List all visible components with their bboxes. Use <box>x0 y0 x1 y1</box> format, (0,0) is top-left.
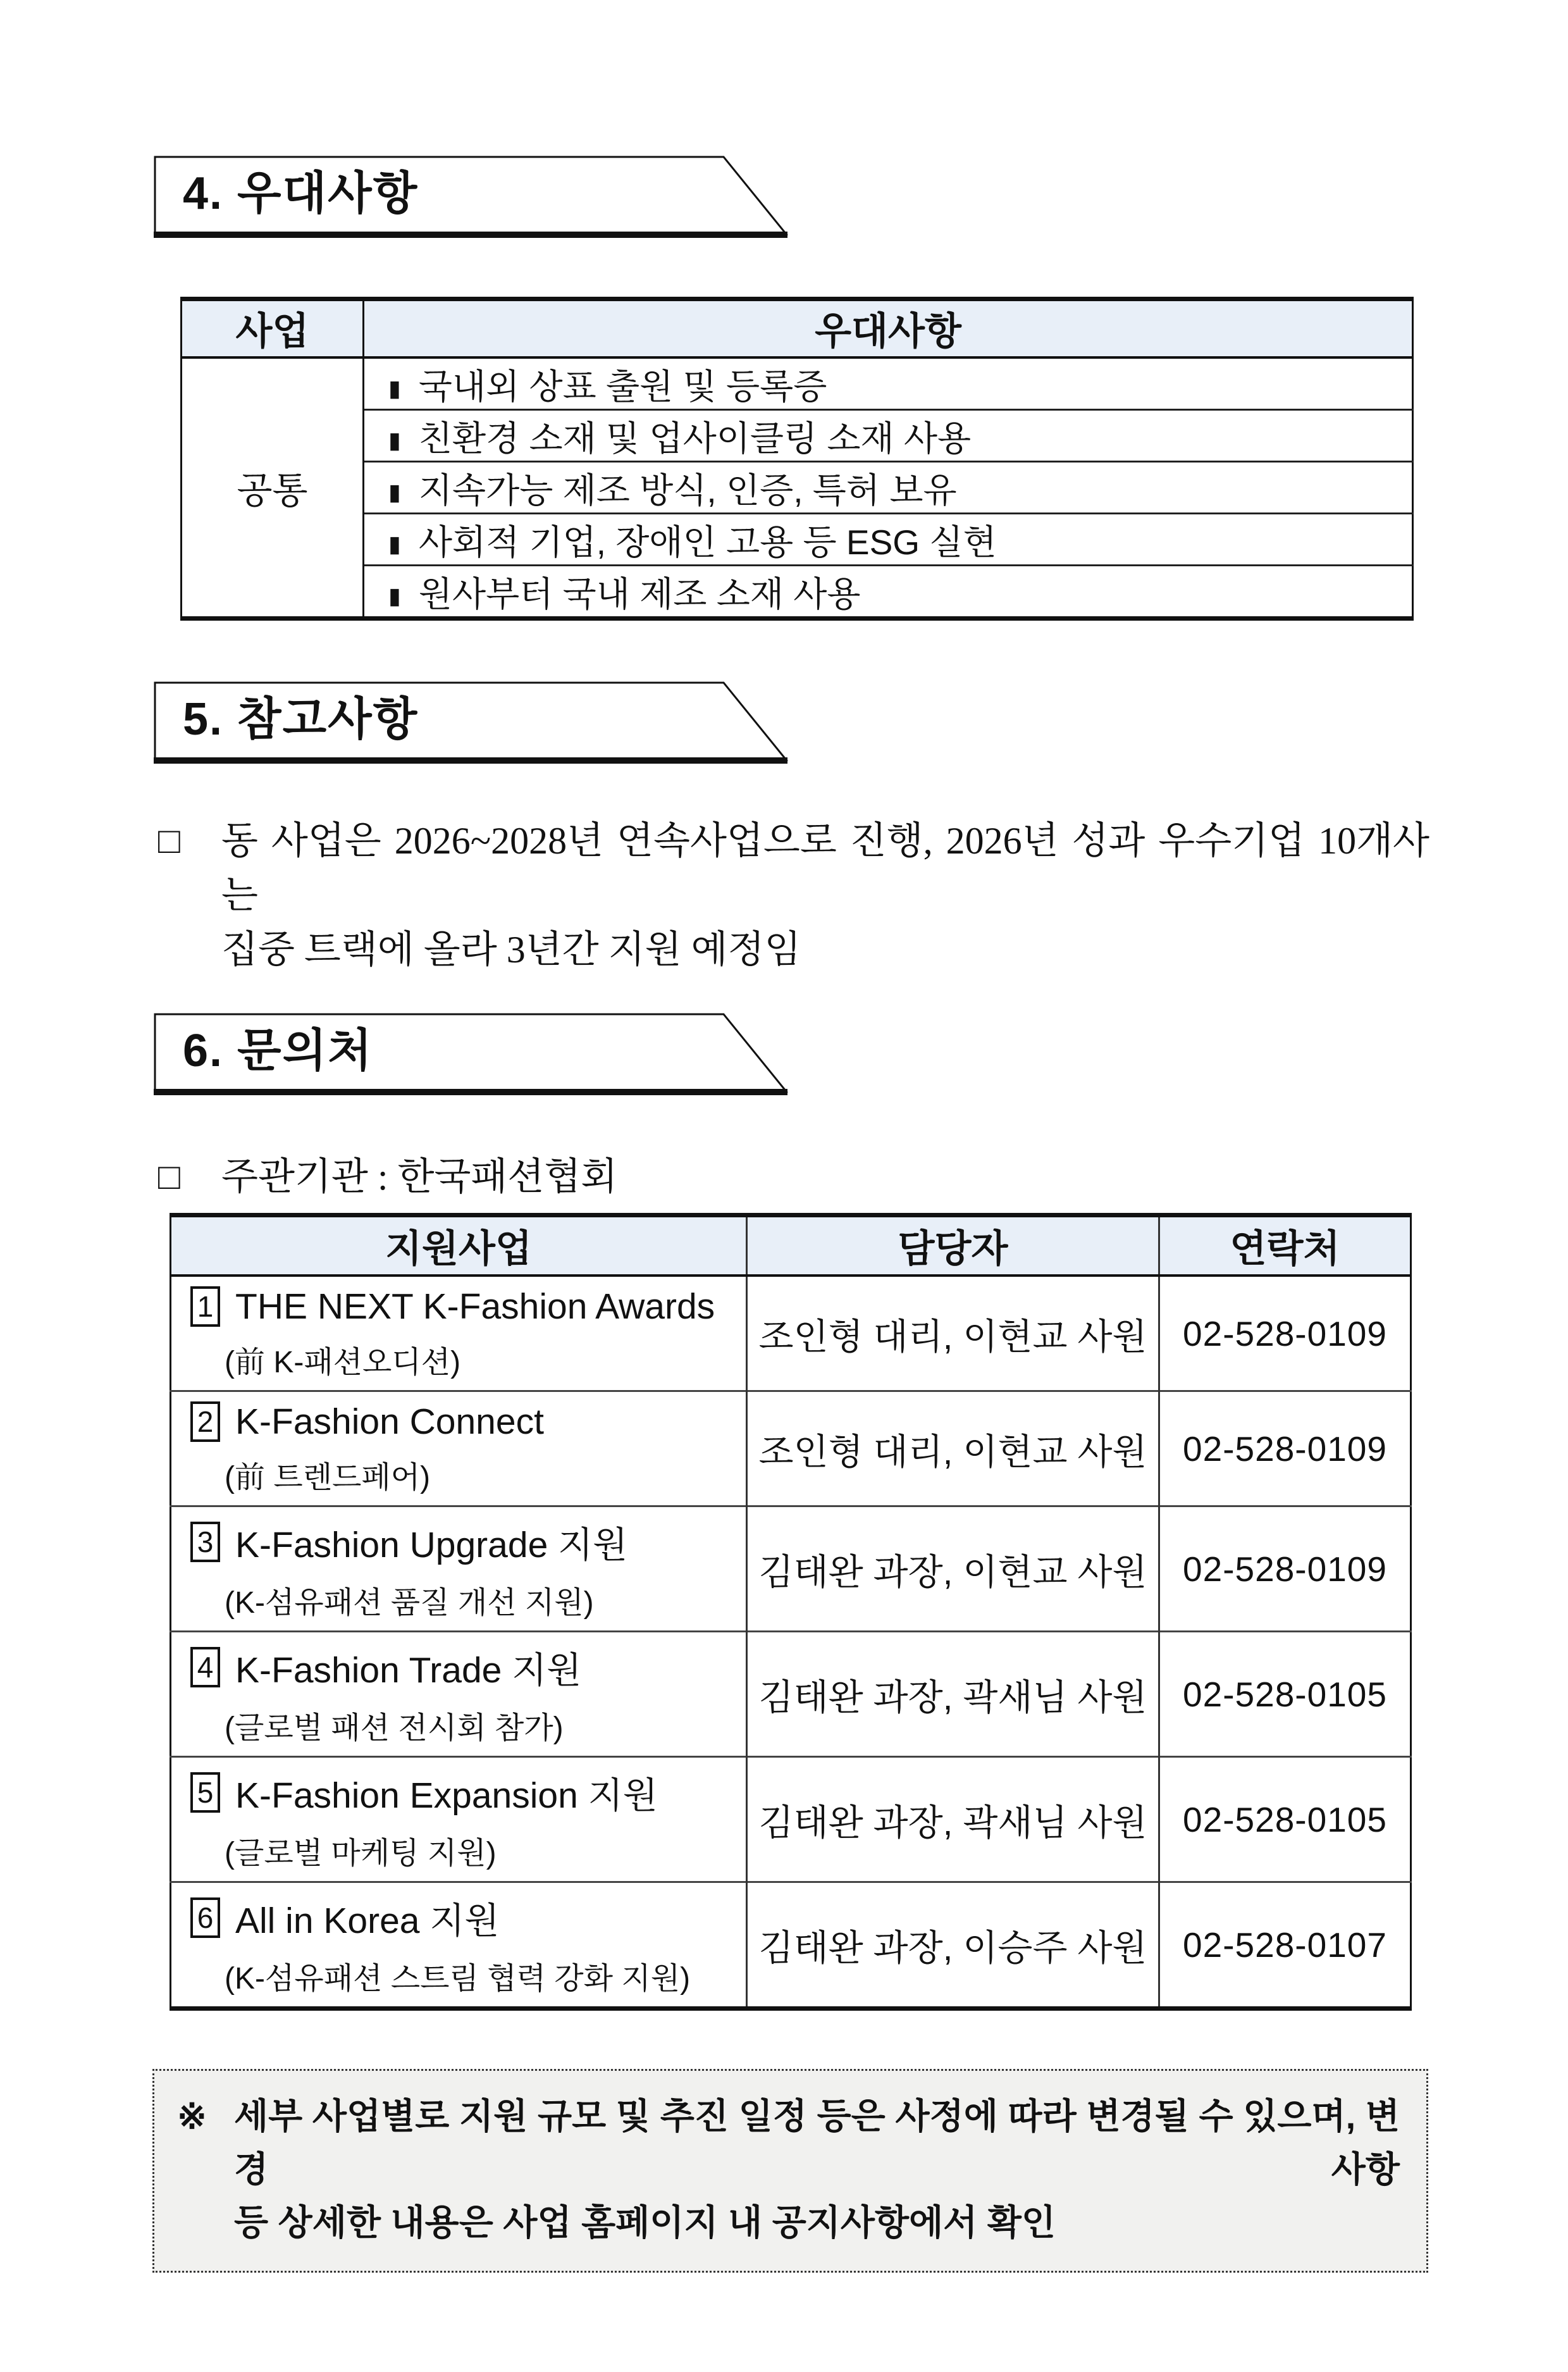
preference-table <box>180 297 1414 621</box>
program-cell <box>171 1506 747 1632</box>
footnote-line-2: 등 상세한 내용은 사업 홈페이지 내 공지사항에서 확인 <box>234 2202 1056 2242</box>
person-cell: 김태완 과장, 곽새님 사원 <box>747 1757 1159 1882</box>
preference-item <box>364 565 1413 618</box>
phone-cell: 02-528-0109 <box>1159 1391 1411 1506</box>
header-cell-program: 지원사업 <box>171 1215 747 1276</box>
footnote-text <box>234 2090 1400 2249</box>
footnote-box <box>152 2069 1428 2273</box>
program-name: All in Korea 지원 <box>235 1901 500 1941</box>
square-list-marker: □ <box>158 819 181 861</box>
preference-item <box>364 513 1413 565</box>
program-cell <box>171 1882 747 2009</box>
square-list-marker: □ <box>158 1155 181 1197</box>
square-bullet-icon: ▮ <box>388 582 401 609</box>
reference-mark-icon: ※ <box>177 2096 207 2136</box>
program-subtitle: (前 트렌드페어) <box>225 1461 431 1494</box>
boxed-number-icon: 5 <box>190 1772 220 1813</box>
group-label-cell: 공통 <box>182 357 364 619</box>
boxed-number-icon: 2 <box>190 1401 220 1442</box>
phone-cell: 02-528-0109 <box>1159 1506 1411 1632</box>
phone-cell: 02-528-0105 <box>1159 1757 1411 1882</box>
program-cell <box>171 1391 747 1506</box>
contact-table-header-row <box>171 1215 1411 1276</box>
program-name: K-Fashion Connect <box>235 1401 544 1442</box>
program-name: THE NEXT K-Fashion Awards <box>235 1286 715 1327</box>
program-cell <box>171 1632 747 1757</box>
person-cell: 김태완 과장, 곽새님 사원 <box>747 1632 1159 1757</box>
organizer-line <box>158 1150 1568 1204</box>
boxed-number-icon: 1 <box>190 1286 220 1327</box>
program-subtitle: (글로벌 마케팅 지원) <box>225 1837 497 1870</box>
preference-item-text: 원사부터 국내 제조 소재 사용 <box>418 574 861 614</box>
person-cell: 김태완 과장, 이승주 사원 <box>747 1882 1159 2009</box>
section-5-banner <box>154 681 788 764</box>
person-cell: 조인형 대리, 이현교 사원 <box>747 1276 1159 1391</box>
preference-item <box>364 461 1413 513</box>
header-cell-person: 담당자 <box>747 1215 1159 1276</box>
table-row <box>182 513 1413 565</box>
section-4-title: 4. 우대사항 <box>183 168 419 219</box>
table-row <box>171 1391 1411 1506</box>
table-row <box>171 1506 1411 1632</box>
section-6-title: 6. 문의처 <box>183 1025 373 1076</box>
program-subtitle: (K-섬유패션 스트림 협력 강화 지원) <box>225 1962 691 1996</box>
program-subtitle: (K-섬유패션 품질 개선 지원) <box>225 1586 594 1620</box>
table-row <box>182 357 1413 410</box>
square-bullet-icon: ▮ <box>388 426 401 453</box>
preference-table-header-row <box>182 299 1413 357</box>
program-subtitle: (前 K-패션오디션) <box>225 1346 461 1379</box>
section-6-banner <box>154 1012 788 1096</box>
phone-cell: 02-528-0109 <box>1159 1276 1411 1391</box>
boxed-number-icon: 3 <box>190 1522 220 1562</box>
preference-item-text: 사회적 기업, 장애인 고용 등 ESG 실현 <box>418 522 997 562</box>
preference-item <box>364 409 1413 461</box>
preference-item-text: 친환경 소재 및 업사이클링 소재 사용 <box>418 418 972 458</box>
square-bullet-icon: ▮ <box>388 530 401 557</box>
boxed-number-icon: 6 <box>190 1897 220 1938</box>
reference-text <box>221 814 1429 977</box>
preference-item-text: 지속가능 제조 방식, 인증, 특허 보유 <box>418 470 957 510</box>
person-cell: 조인형 대리, 이현교 사원 <box>747 1391 1159 1506</box>
program-subtitle: (글로벌 패션 전시회 참가) <box>225 1711 564 1745</box>
table-row <box>171 1276 1411 1391</box>
header-cell-phone: 연락처 <box>1159 1215 1411 1276</box>
preference-item <box>364 357 1413 410</box>
square-bullet-icon: ▮ <box>388 375 401 401</box>
program-name: K-Fashion Trade 지원 <box>235 1650 582 1691</box>
boxed-number-icon: 4 <box>190 1647 220 1687</box>
reference-line-2: 집중 트랙에 올라 3년간 지원 예정임 <box>221 928 801 971</box>
person-cell: 김태완 과장, 이현교 사원 <box>747 1506 1159 1632</box>
program-cell <box>171 1757 747 1882</box>
section-4-banner <box>154 155 788 239</box>
table-row <box>171 1632 1411 1757</box>
phone-cell: 02-528-0107 <box>1159 1882 1411 2009</box>
program-name: K-Fashion Upgrade 지원 <box>235 1525 628 1565</box>
table-row <box>182 409 1413 461</box>
header-cell-business: 사업 <box>182 299 364 357</box>
program-cell <box>171 1276 747 1391</box>
table-row <box>171 1882 1411 2009</box>
contact-table <box>170 1213 1412 2011</box>
table-row <box>182 461 1413 513</box>
footnote-line-1: 세부 사업별로 지원 규모 및 추진 일정 등은 사정에 따라 변경될 수 있으며, 변경 사항 <box>234 2096 1400 2189</box>
table-row <box>182 565 1413 618</box>
header-cell-preference: 우대사항 <box>364 299 1413 357</box>
square-bullet-icon: ▮ <box>388 478 401 505</box>
reference-line-1: 동 사업은 2026~2028년 연속사업으로 진행, 2026년 성과 우수기업 10개사는 <box>221 819 1429 916</box>
preference-item-text: 국내외 상표 출원 및 등록증 <box>418 366 827 406</box>
table-row <box>171 1757 1411 1882</box>
organizer-text: 주관기관 : 한국패션협회 <box>221 1155 618 1198</box>
phone-cell: 02-528-0105 <box>1159 1632 1411 1757</box>
reference-paragraph <box>158 814 1429 977</box>
program-name: K-Fashion Expansion 지원 <box>235 1775 658 1816</box>
section-5-title: 5. 참고사항 <box>183 693 419 745</box>
